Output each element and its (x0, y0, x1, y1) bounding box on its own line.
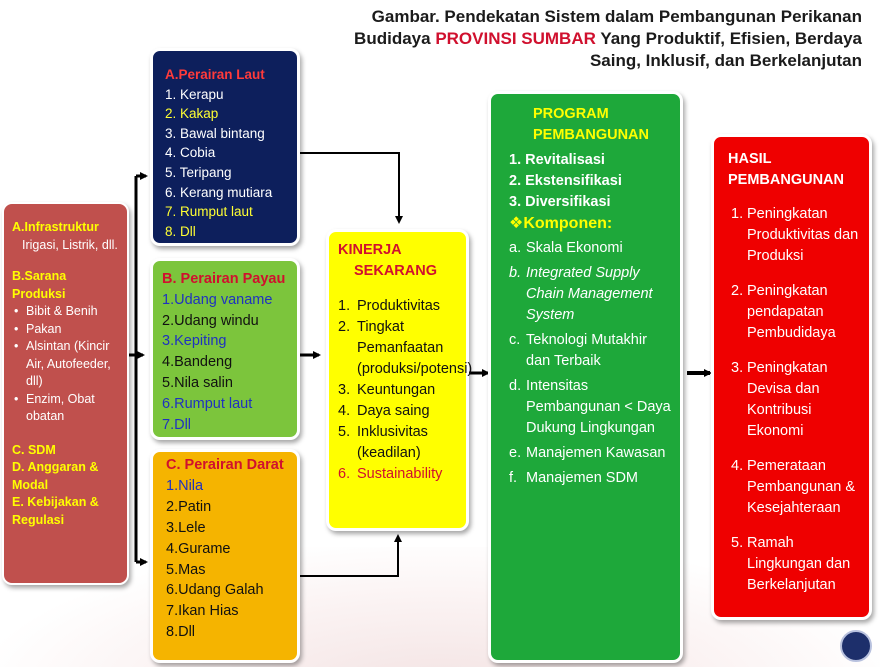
laut-item: 1. Kerapu (165, 86, 224, 102)
perairan-payau-box (150, 258, 300, 440)
program-list (509, 238, 672, 489)
hasil-item: 3. Peningkatan Devisa dan Kontribusi Ekonomi (731, 360, 828, 439)
laut-item: 5. Teripang (165, 164, 232, 180)
anggaran-label: D. Anggaran & Modal (12, 460, 99, 492)
title-suffix: Yang Produktif, Efisien, Berdaya Saing, Inklusif, dan Berkelanjutan (589, 29, 862, 70)
program-header-2: PEMBANGUNAN (533, 127, 649, 143)
laut-item: 7. Rumput laut (165, 204, 253, 220)
darat-item: 1.Nila (166, 477, 204, 494)
komponen-label: ❖Komponen: (509, 215, 613, 232)
darat-item: 5.Mas (166, 561, 206, 578)
perairan-darat-box (150, 449, 300, 663)
payau-item: 6.Rumput laut (162, 395, 253, 412)
darat-item: 3.Lele (166, 519, 206, 536)
laut-item: 8. Dll (165, 223, 196, 239)
perairan-laut-box (150, 48, 300, 246)
program-item: b. Integrated Supply Chain Management System (509, 265, 653, 323)
payau-item: 4.Bandeng (162, 354, 233, 371)
payau-item: 1.Udang vaname (162, 291, 273, 308)
hasil-header (728, 149, 865, 191)
payau-item: 7.Dll (162, 416, 192, 433)
payau-item: 3.Kepiting (162, 333, 227, 350)
darat-item: 6.Udang Galah (166, 582, 264, 599)
kebijakan-label: E. Kebijakan & Regulasi (12, 495, 99, 527)
darat-item: 7.Ikan Hias (166, 603, 239, 620)
darat-item: 2.Patin (166, 498, 212, 515)
laut-item: 2. Kakap (165, 106, 219, 122)
kinerja-item: 2. Tingkat Pemanfaatan (produksi/potensi) (338, 319, 473, 377)
darat-item: 4.Gurame (166, 540, 231, 557)
hasil-header-2: PEMBANGUNAN (728, 172, 844, 188)
sarana-item: • Pakan (12, 321, 121, 339)
payau-item: 2.Udang windu (162, 312, 259, 329)
sarana-label: B.Sarana Produksi (12, 269, 67, 301)
infrastruktur-text: Irigasi, Listrik, dll. (22, 237, 118, 252)
payau-item: 5.Nila salin (162, 374, 233, 391)
program-numbered-item: 3. Diversifikasi (509, 194, 611, 210)
hasil-header-1: HASIL (728, 151, 772, 167)
laut-header: A.Perairan Laut (165, 67, 265, 82)
infrastruktur-label: A.Infrastruktur (12, 220, 99, 234)
sdm-label: C. SDM (12, 442, 56, 457)
kinerja-header-1: KINERJA (338, 242, 402, 258)
kinerja-box (326, 229, 473, 531)
program-item: a. Skala Ekonomi (509, 240, 623, 256)
kinerja-item: 5. Inklusivitas (keadilan) (338, 424, 428, 461)
darat-item: 8.Dll (166, 624, 196, 641)
program-box (488, 91, 683, 663)
laut-item: 3. Bawal bintang (165, 125, 265, 141)
program-item: f. Manajemen SDM (509, 470, 639, 486)
kinerja-list (338, 296, 473, 485)
kinerja-item: 3. Keuntungan (338, 382, 436, 398)
program-item: e. Manajemen Kawasan (509, 445, 666, 461)
program-numbered-item: 1. Revitalisasi (509, 152, 605, 168)
arrow-darat-to-kinerja (300, 536, 398, 576)
sarana-item: • Bibit & Benih (12, 303, 121, 321)
laut-item: 6. Kerang mutiara (165, 184, 273, 200)
hasil-item: 4. Pemerataan Pembangunan & Kesejahteraan (731, 458, 856, 516)
laut-item: 4. Cobia (165, 145, 216, 161)
kinerja-item: 1. Produktivitas (338, 298, 441, 314)
emblem-logo (840, 630, 872, 662)
title-highlight: PROVINSI SUMBAR (435, 29, 596, 48)
kinerja-header-2: SEKARANG (354, 263, 437, 279)
hasil-box (711, 134, 872, 620)
sarana-item: • Alsintan (Kincir Air, Autofeeder, dll) (12, 338, 121, 391)
program-numbered-item: 2. Ekstensifikasi (509, 173, 622, 189)
arrow-laut-to-kinerja (300, 153, 399, 222)
inputs-box (2, 202, 129, 585)
hasil-item: 5. Ramah Lingkungan dan Berkelanjutan (731, 535, 851, 593)
program-header-1: PROGRAM (533, 106, 609, 122)
hasil-item: 2. Peningkatan pendapatan Pembudidaya (731, 283, 836, 341)
darat-header: C. Perairan Darat (166, 457, 284, 473)
kinerja-item: 6. Sustainability (338, 466, 443, 482)
title-prefix: Gambar. Pendekatan Sistem dalam Pembangunan Perikanan Budidaya (354, 7, 862, 48)
sarana-item: • Enzim, Obat obatan (12, 391, 121, 426)
program-item: d. Intensitas Pembangunan < Daya Dukung Lingkungan (509, 378, 671, 436)
hasil-item: 1. Peningkatan Produktivitas dan Produksi (731, 206, 859, 264)
payau-header: B. Perairan Payau (162, 271, 286, 287)
kinerja-item: 4. Daya saing (338, 403, 430, 419)
hasil-list (728, 204, 865, 596)
program-item: c. Teknologi Mutakhir dan Terbaik (509, 332, 647, 369)
